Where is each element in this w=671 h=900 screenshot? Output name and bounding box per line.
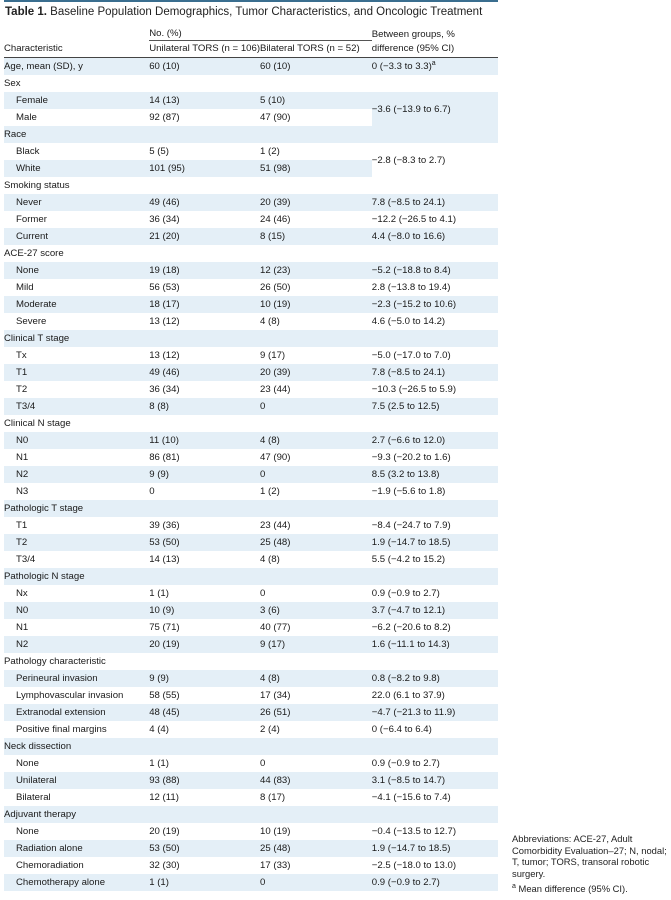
table-row — [4, 517, 498, 534]
row-label: Adjuvant therapy — [4, 806, 149, 823]
bilateral-value: 8 (15) — [260, 228, 372, 245]
unilateral-value — [149, 653, 260, 670]
bilateral-value: 60 (10) — [260, 58, 372, 76]
difference-value: 7.8 (−8.5 to 24.1) — [372, 194, 498, 211]
table-row — [4, 432, 498, 449]
row-label: ACE-27 score — [4, 248, 64, 259]
difference-value: 7.5 (2.5 to 12.5) — [372, 398, 498, 415]
table-row — [4, 92, 498, 109]
table-row — [4, 857, 498, 874]
row-label: Nx — [16, 588, 28, 599]
unilateral-value: 14 (13) — [149, 554, 180, 565]
bilateral-value: 23 (44) — [260, 384, 291, 395]
table-row — [4, 500, 498, 517]
row-label: Age, mean (SD), y — [4, 58, 149, 76]
row-label: Sex — [4, 78, 21, 89]
table-row — [4, 381, 498, 398]
row-label: Clinical N stage — [4, 418, 71, 429]
bilateral-value: 25 (48) — [260, 534, 372, 551]
unilateral-value: 92 (87) — [149, 112, 180, 123]
unilateral-value: 9 (9) — [149, 466, 260, 483]
row-label: Moderate — [4, 296, 149, 313]
bilateral-value: 0 — [260, 588, 266, 599]
bilateral-value — [260, 177, 372, 194]
bilateral-value — [260, 653, 372, 670]
header-group-label: No. (%) — [149, 28, 182, 39]
bilateral-value — [260, 500, 372, 517]
difference-value: 0.8 (−8.2 to 9.8) — [372, 670, 498, 687]
table-row — [4, 789, 498, 806]
footnote-a — [512, 883, 670, 895]
row-label: N2 — [4, 466, 149, 483]
bilateral-value — [260, 330, 372, 347]
table-row — [4, 364, 498, 381]
bilateral-value — [260, 245, 372, 262]
row-label: Mild — [16, 282, 34, 293]
table-row — [4, 245, 498, 262]
bilateral-value: 4 (8) — [260, 670, 372, 687]
bilateral-value: 25 (48) — [260, 840, 372, 857]
difference-value: −4.1 (−15.6 to 7.4) — [371, 792, 451, 803]
bilateral-value — [260, 568, 372, 585]
unilateral-value: 1 (1) — [149, 758, 169, 769]
table-title — [4, 5, 498, 20]
table-row — [4, 58, 498, 76]
bilateral-value: 20 (39) — [260, 194, 372, 211]
row-label: T2 — [16, 384, 28, 395]
row-label: Positive final margins — [16, 724, 107, 735]
bilateral-value: 26 (51) — [260, 704, 372, 721]
difference-value — [372, 58, 498, 76]
bilateral-value: 4 (8) — [260, 554, 280, 565]
row-label: Lymphovascular invasion — [16, 690, 124, 701]
unilateral-value: 12 (11) — [149, 792, 179, 803]
row-label: N3 — [16, 486, 29, 497]
difference-value: −0.4 (−13.5 to 12.7) — [371, 826, 457, 837]
unilateral-value: 18 (17) — [149, 296, 260, 313]
row-label: None — [4, 262, 149, 279]
unilateral-value: 10 (9) — [149, 602, 260, 619]
table-row — [4, 534, 498, 551]
table-row — [4, 585, 498, 602]
difference-value — [372, 177, 498, 194]
difference-value: 0.9 (−0.9 to 2.7) — [371, 588, 440, 599]
difference-value — [372, 568, 498, 585]
row-label: None — [16, 758, 39, 769]
difference-value: 1.9 (−14.7 to 18.5) — [372, 840, 498, 857]
table-container — [4, 0, 498, 891]
table-row — [4, 619, 498, 636]
table-row — [4, 330, 498, 347]
bilateral-value: 0 — [260, 874, 372, 891]
table-row — [4, 738, 498, 755]
header-unilateral: Unilateral TORS (n = 106) — [149, 41, 260, 58]
unilateral-value — [149, 245, 260, 262]
row-label: Black — [16, 146, 40, 157]
row-label: Severe — [16, 316, 47, 327]
unilateral-value: 39 (36) — [149, 520, 180, 531]
row-label: Clinical T stage — [4, 330, 149, 347]
unilateral-value: 9 (9) — [149, 670, 260, 687]
table-row — [4, 143, 498, 160]
unilateral-value: 19 (18) — [149, 262, 260, 279]
row-label: Bilateral — [16, 792, 51, 803]
bilateral-value: 4 (8) — [260, 316, 280, 327]
difference-value: −2.8 (−8.3 to 2.7) — [371, 154, 446, 166]
table-row — [4, 653, 498, 670]
bilateral-value: 47 (90) — [260, 112, 291, 123]
difference-value: −9.3 (−20.2 to 1.6) — [371, 452, 451, 463]
row-label: Female — [4, 92, 149, 109]
difference-value — [372, 806, 498, 823]
bilateral-value: 10 (19) — [260, 296, 372, 313]
table-row — [4, 840, 498, 857]
superscript-marker: a — [431, 59, 436, 67]
row-label: Radiation alone — [4, 840, 149, 857]
difference-value: −2.3 (−15.2 to 10.6) — [372, 296, 498, 313]
difference-value: −3.6 (−13.9 to 6.7) — [372, 92, 498, 126]
difference-value: 0 (−6.4 to 6.4) — [371, 724, 432, 735]
table-row — [4, 449, 498, 466]
bilateral-value: 3 (6) — [260, 602, 372, 619]
row-label: Male — [16, 112, 37, 123]
difference-value: 3.1 (−8.5 to 14.7) — [372, 772, 498, 789]
row-label: T3/4 — [4, 398, 149, 415]
bilateral-value: 26 (50) — [260, 282, 291, 293]
unilateral-value — [149, 330, 260, 347]
table-row — [4, 296, 498, 313]
difference-value: −2.5 (−18.0 to 13.0) — [371, 860, 457, 871]
table-row — [4, 823, 498, 840]
unilateral-value: 53 (50) — [149, 840, 260, 857]
unilateral-value: 58 (55) — [149, 690, 180, 701]
bilateral-value: 1 (2) — [260, 146, 280, 157]
difference-value: −5.2 (−18.8 to 8.4) — [372, 262, 498, 279]
unilateral-value: 1 (1) — [149, 588, 169, 599]
row-label: N1 — [16, 622, 29, 633]
table-row — [4, 806, 498, 823]
difference-value: −4.7 (−21.3 to 11.9) — [372, 704, 498, 721]
table-row — [4, 483, 498, 500]
bilateral-value: 20 (39) — [260, 364, 372, 381]
row-label: Smoking status — [4, 180, 70, 191]
bilateral-value: 51 (98) — [260, 160, 372, 177]
row-label: Pathologic T stage — [4, 500, 149, 517]
unilateral-value — [149, 738, 260, 755]
table-row — [4, 194, 498, 211]
table-row — [4, 568, 498, 585]
table-row — [4, 551, 498, 568]
bilateral-value: 44 (83) — [260, 772, 372, 789]
unilateral-value: 36 (34) — [149, 214, 180, 225]
difference-value — [372, 330, 498, 347]
table-row — [4, 228, 498, 245]
table-row — [4, 415, 498, 432]
unilateral-value — [149, 500, 260, 517]
row-label: T1 — [4, 364, 149, 381]
unilateral-value: 48 (45) — [149, 704, 260, 721]
unilateral-value — [149, 568, 260, 585]
row-label: Former — [16, 214, 47, 225]
table-row — [4, 636, 498, 653]
difference-value: −8.4 (−24.7 to 7.9) — [371, 520, 451, 531]
table-row — [4, 313, 498, 330]
bilateral-value: 9 (17) — [260, 350, 286, 361]
table-row — [4, 262, 498, 279]
unilateral-value: 20 (19) — [149, 826, 180, 837]
difference-value: 7.8 (−8.5 to 24.1) — [372, 364, 498, 381]
bilateral-value: 5 (10) — [260, 92, 372, 109]
bilateral-value: 17 (34) — [260, 690, 291, 701]
difference-value: −1.9 (−5.6 to 1.8) — [371, 486, 446, 497]
bilateral-value: 1 (2) — [260, 486, 280, 497]
bilateral-value: 0 — [260, 758, 266, 769]
difference-value — [372, 653, 498, 670]
table-row — [4, 670, 498, 687]
row-label: None — [16, 826, 39, 837]
difference-value: 2.7 (−6.6 to 12.0) — [372, 432, 498, 449]
row-label: Perineural invasion — [4, 670, 149, 687]
unilateral-value: 60 (10) — [149, 58, 260, 76]
unilateral-value: 49 (46) — [149, 194, 260, 211]
unilateral-value: 1 (1) — [149, 874, 260, 891]
difference-value: 1.9 (−14.7 to 18.5) — [372, 534, 498, 551]
unilateral-value — [149, 126, 260, 143]
unilateral-value: 86 (81) — [149, 452, 180, 463]
unilateral-value: 5 (5) — [149, 146, 169, 157]
difference-value — [372, 245, 498, 262]
table-row — [4, 177, 498, 194]
row-label: Unilateral — [4, 772, 149, 789]
header-row-2 — [4, 41, 498, 58]
table-row — [4, 755, 498, 772]
table-row — [4, 704, 498, 721]
row-label: T2 — [4, 534, 149, 551]
difference-text: 0 (−3.3 to 3.3) — [371, 61, 432, 72]
unilateral-value: 101 (95) — [149, 160, 260, 177]
bilateral-value: 23 (44) — [260, 520, 291, 531]
difference-value — [372, 75, 498, 92]
bilateral-value: 17 (33) — [260, 860, 291, 871]
row-label: Extranodal extension — [4, 704, 149, 721]
difference-value — [372, 415, 498, 432]
bilateral-value: 0 — [260, 466, 372, 483]
table-title-text: Baseline Population Demographics, Tumor Characteristics, and Oncologic Treatment — [46, 6, 483, 18]
bilateral-value — [260, 415, 372, 432]
unilateral-value: 36 (34) — [149, 384, 180, 395]
difference-value: 22.0 (6.1 to 37.9) — [371, 690, 445, 701]
unilateral-value: 49 (46) — [149, 364, 260, 381]
row-label: T3/4 — [16, 554, 36, 565]
unilateral-value: 56 (53) — [149, 282, 180, 293]
table-row — [4, 772, 498, 789]
bilateral-value: 0 — [260, 398, 372, 415]
row-label: Neck dissection — [4, 738, 149, 755]
footnote-marker: a — [512, 883, 516, 891]
row-label: White — [4, 160, 149, 177]
unilateral-value — [149, 806, 260, 823]
unilateral-value: 8 (8) — [149, 398, 260, 415]
bilateral-value: 4 (8) — [260, 432, 372, 449]
bilateral-value — [260, 806, 372, 823]
unilateral-value: 13 (12) — [149, 316, 180, 327]
title-rule — [4, 0, 498, 2]
unilateral-value: 21 (20) — [149, 228, 260, 245]
header-diff-line1: Between groups, % — [371, 28, 455, 40]
table-row — [4, 721, 498, 738]
difference-value: −12.2 (−26.5 to 4.1) — [371, 214, 457, 225]
table-row — [4, 279, 498, 296]
header-diff-line2: difference (95% CI) — [372, 41, 498, 58]
row-label: Current — [4, 228, 149, 245]
bilateral-value — [260, 738, 372, 755]
unilateral-value: 75 (71) — [149, 622, 180, 633]
table-row — [4, 75, 498, 92]
bilateral-value: 47 (90) — [260, 452, 291, 463]
unilateral-value: 93 (88) — [149, 772, 260, 789]
row-label: Pathologic N stage — [4, 568, 149, 585]
difference-value: −10.3 (−26.5 to 5.9) — [371, 384, 457, 395]
bilateral-value: 24 (46) — [260, 214, 291, 225]
unilateral-value — [149, 415, 260, 432]
bilateral-value: 10 (19) — [260, 826, 291, 837]
table-row — [4, 347, 498, 364]
row-label: N2 — [4, 636, 149, 653]
unilateral-value: 20 (19) — [149, 636, 260, 653]
row-label: Chemotherapy alone — [4, 874, 149, 891]
table-notes — [512, 833, 670, 899]
difference-value — [372, 500, 498, 517]
table-row — [4, 874, 498, 891]
row-label: Race — [4, 126, 149, 143]
row-label: Chemoradiation — [16, 860, 84, 871]
table-row — [4, 687, 498, 704]
unilateral-value: 13 (12) — [149, 350, 180, 361]
table-row — [4, 398, 498, 415]
table-row — [4, 126, 498, 143]
header-row-1 — [4, 23, 498, 41]
difference-value: 3.7 (−4.7 to 12.1) — [372, 602, 498, 619]
difference-value: 0.9 (−0.9 to 2.7) — [371, 758, 440, 769]
difference-value — [372, 738, 498, 755]
abbreviations-note: Abbreviations: ACE-27, Adult Comorbidity Evaluation–27; N, nodal; T, tumor; TORS, transoral robotic surgery. — [512, 833, 667, 879]
difference-value: −5.0 (−17.0 to 7.0) — [371, 350, 451, 361]
table-title-label: Table 1. — [5, 6, 47, 18]
row-label: T1 — [16, 520, 28, 531]
bilateral-value: 8 (17) — [260, 792, 286, 803]
difference-value: 4.4 (−8.0 to 16.6) — [372, 228, 498, 245]
row-label: Pathology characteristic — [4, 656, 106, 667]
demographics-table — [4, 23, 498, 891]
unilateral-value — [149, 177, 260, 194]
difference-value: 4.6 (−5.0 to 14.2) — [371, 316, 446, 327]
row-label: Tx — [16, 350, 27, 361]
difference-value — [372, 126, 498, 143]
table-row — [4, 602, 498, 619]
unilateral-value — [149, 75, 260, 92]
difference-value: 1.6 (−11.1 to 14.3) — [372, 636, 498, 653]
table-row — [4, 211, 498, 228]
footnote-text: Mean difference (95% CI). — [515, 883, 628, 895]
header-characteristic: Characteristic — [4, 41, 149, 58]
bilateral-value: 2 (4) — [260, 724, 280, 735]
bilateral-value — [260, 75, 372, 92]
difference-value: 5.5 (−4.2 to 15.2) — [371, 554, 446, 565]
difference-value: −6.2 (−20.6 to 8.2) — [371, 622, 451, 633]
row-label: N0 — [4, 432, 149, 449]
bilateral-value — [260, 126, 372, 143]
row-label: Never — [4, 194, 149, 211]
row-label: N1 — [16, 452, 29, 463]
difference-value: 8.5 (3.2 to 13.8) — [372, 466, 498, 483]
bilateral-value: 9 (17) — [260, 636, 372, 653]
unilateral-value: 11 (10) — [149, 432, 260, 449]
table-row — [4, 466, 498, 483]
unilateral-value: 4 (4) — [149, 724, 169, 735]
unilateral-value: 32 (30) — [149, 860, 180, 871]
unilateral-value: 53 (50) — [149, 534, 260, 551]
bilateral-value: 12 (23) — [260, 262, 372, 279]
difference-value: 2.8 (−13.8 to 19.4) — [371, 282, 451, 293]
difference-value: 0.9 (−0.9 to 2.7) — [372, 874, 498, 891]
bilateral-value: 40 (77) — [260, 622, 291, 633]
unilateral-value: 0 — [149, 486, 155, 497]
unilateral-value: 14 (13) — [149, 92, 260, 109]
row-label: N0 — [4, 602, 149, 619]
header-bilateral: Bilateral TORS (n = 52) — [260, 41, 372, 58]
